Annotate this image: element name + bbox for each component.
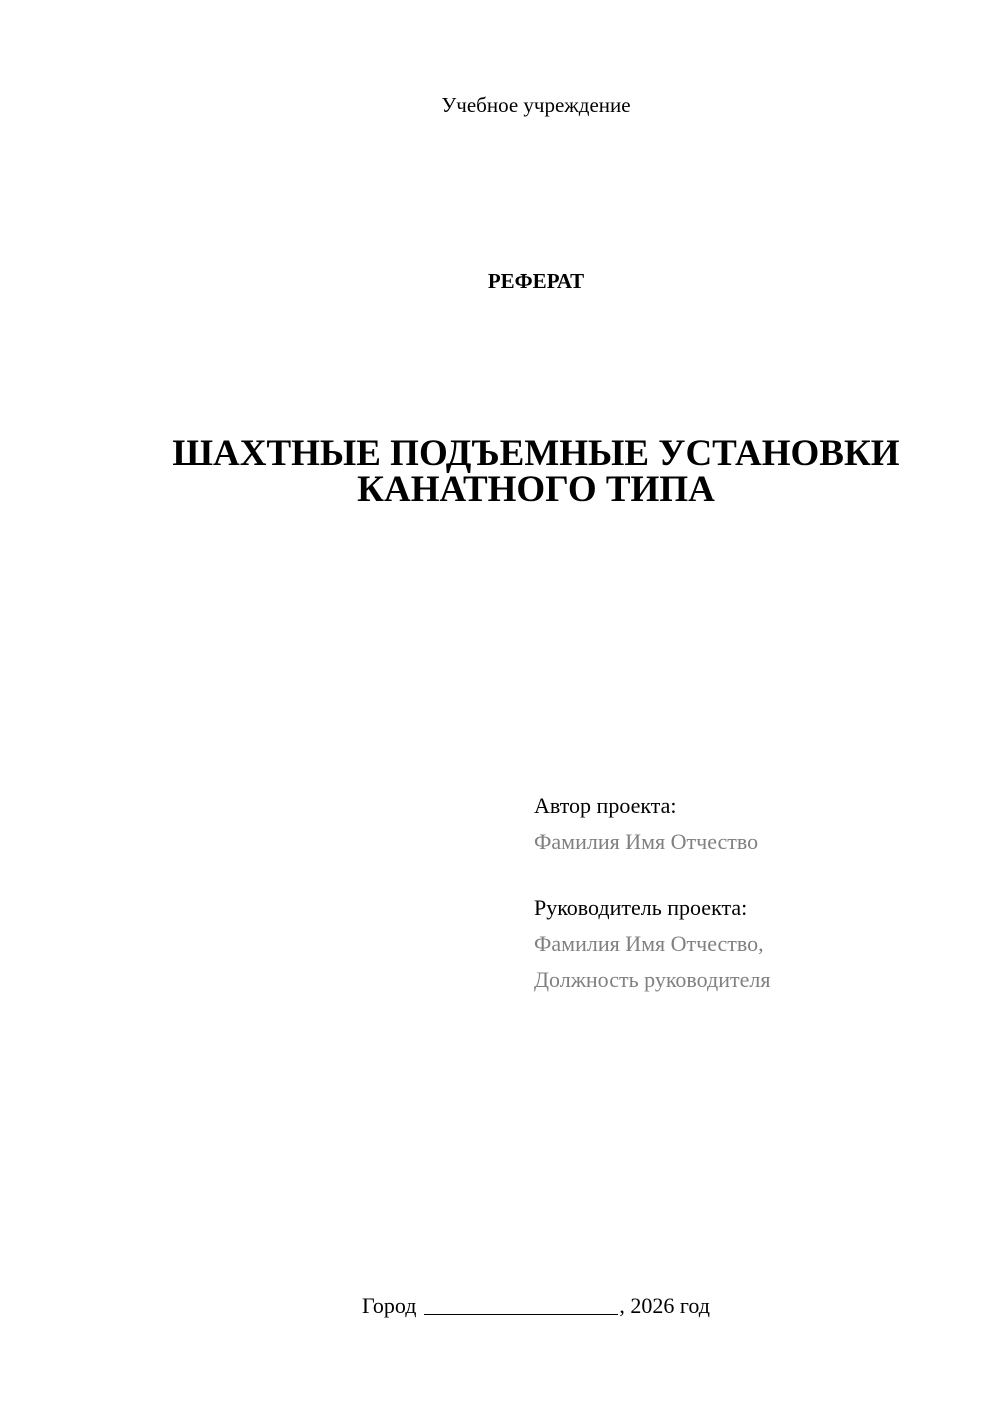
title-line-2: КАНАТНОГО ТИПА — [357, 469, 715, 510]
institution-name: Учебное учреждение — [441, 93, 631, 117]
city-blank-line — [424, 1292, 618, 1315]
title-line-1: ШАХТНЫЕ ПОДЪЕМНЫЕ УСТАНОВКИ — [172, 433, 900, 474]
signature-spacer — [534, 860, 974, 890]
year-label: , 2026 год — [619, 1293, 710, 1318]
city-year-line — [0, 1290, 1000, 1320]
city-label: Город — [362, 1293, 417, 1318]
supervisor-position: Должность руководителя — [534, 967, 771, 992]
supervisor-name: Фамилия Имя Отчество, — [534, 931, 764, 956]
author-name: Фамилия Имя Отчество — [534, 829, 759, 854]
document-type: РЕФЕРАТ — [487, 269, 585, 293]
signature-block — [534, 788, 974, 998]
supervisor-label: Руководитель проекта: — [534, 895, 748, 920]
document-title — [120, 433, 952, 510]
author-label: Автор проекта: — [534, 793, 677, 818]
